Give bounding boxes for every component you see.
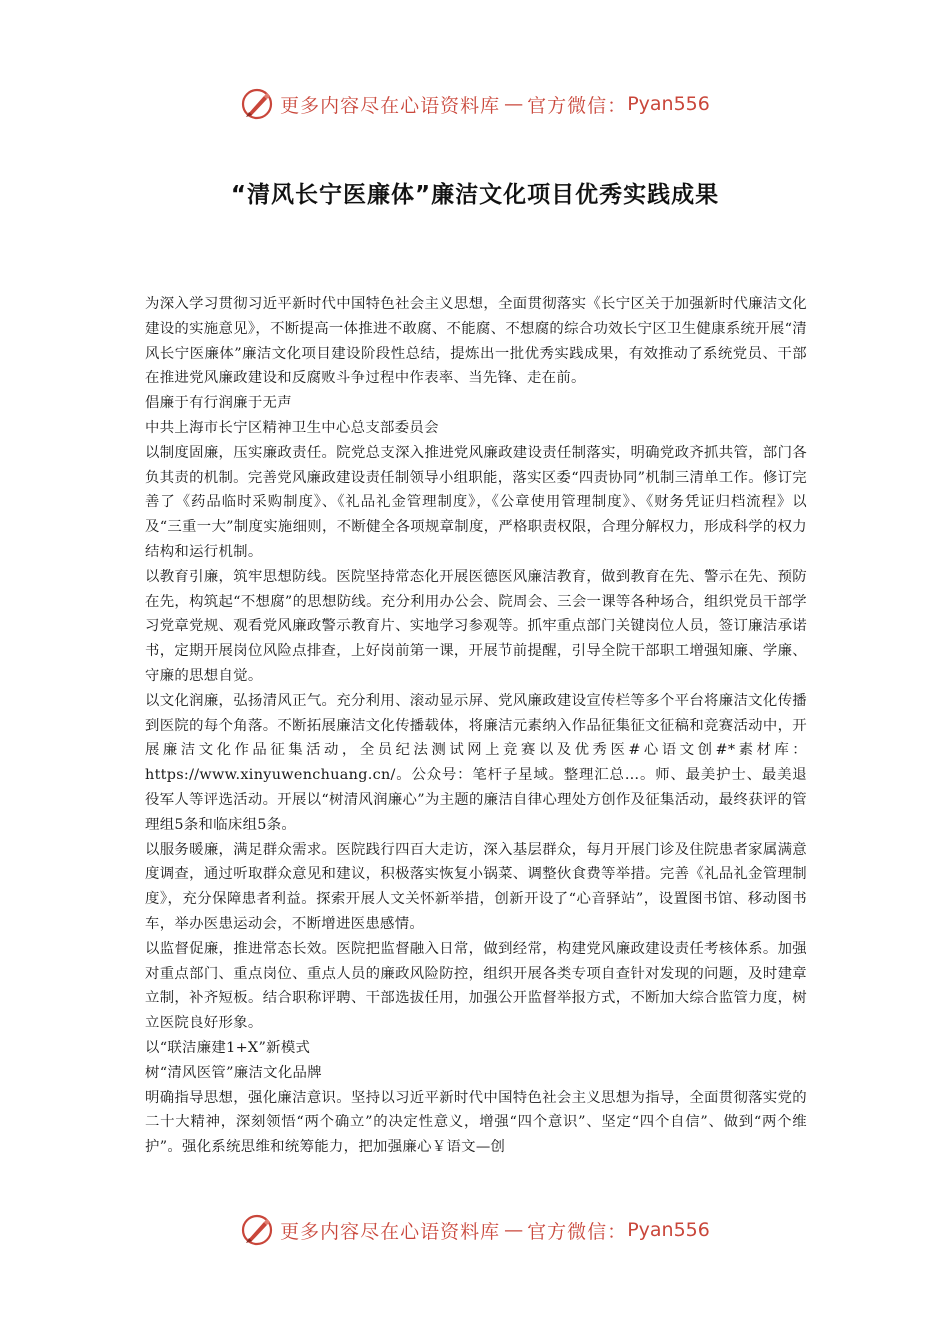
watermark-wechat-label: 官方微信： <box>527 1220 628 1243</box>
watermark-wechat-id: Pyan556 <box>627 93 710 115</box>
pen-logo-icon <box>240 87 274 121</box>
watermark-wechat-id: Pyan556 <box>627 1219 710 1241</box>
paragraph: 以教育引廉，筑牢思想防线。医院坚持常态化开展医德医风廉洁教育，做到教育在先、警示在先、预防在先，构筑起“不想腐”的思想防线。充分利用办公会、院周会、三会一课等各种场合，组织党员干部学习党章党规、观看党风廉政警示教育片、实地学习参观等。抓牢重点部门关键岗位人员，签订廉洁承诺书，定期开展岗位风险点排查，上好岗前第一课，开展节前提醒，引导全院干部职工增强知廉、学廉、守廉的思想自觉。 <box>145 568 807 684</box>
pen-logo-icon <box>240 1213 274 1247</box>
paragraph: 以文化润廉，弘扬清风正气。充分利用、滚动显示屏、党风廉政建设宣传栏等多个平台将廉洁文化传播到医院的每个角落。不断拓展廉洁文化传播载体，将廉洁元素纳入作品征集征文征稿和竞赛活动中，开展廉洁文化作品征集活动，全员纪法测试网上竞赛以及优秀医#心语文创#*素材库：https://www.xinyuwenchuang.cn/。公众号：笔杆子星域。整理汇总…。师、最美护士、最美退役军人等评选活动。开展以“树清风润廉心”为主题的廉洁自律心理处方创作及征集活动，最终获评的管理组5条和临床组5条。 <box>145 692 807 833</box>
section-heading: 树“清风医管”廉洁文化品牌 <box>145 1064 322 1081</box>
paragraph: 明确指导思想，强化廉洁意识。坚持以习近平新时代中国特色社会主义思想为指导，全面贯彻落实党的二十大精神，深刻领悟“两个确立”的决定性意义，增强“四个意识”、坚定“四个自信”、做到“两个维护”。强化系统思维和统筹能力，把加强廉心￥语文—创 <box>145 1089 807 1156</box>
section-heading: 以“联洁廉建1+X”新模式 <box>145 1039 311 1056</box>
watermark-site-text: 更多内容尽在心语资料库 <box>280 1220 501 1243</box>
watermark-site-text: 更多内容尽在心语资料库 <box>280 94 501 117</box>
watermark-separator: — <box>504 93 524 115</box>
watermark-banner-top <box>0 84 950 124</box>
document-title: “清风长宁医廉体”廉洁文化项目优秀实践成果 <box>230 182 720 208</box>
paragraph: 以制度固廉，压实廉政责任。院党总支深入推进党风廉政建设责任制落实，明确党政齐抓共管，部门各负其责的机制。完善党风廉政建设责任制领导小组职能，落实区委“四责协同”机制三清单工作。修订完善了《药品临时采购制度》、《礼品礼金管理制度》，《公章使用管理制度》、《财务凭证归档流程》以及“三重一大”制度实施细则，不断健全各项规章制度，严格职责权限，合理分解权力，形成科学的权力结构和运行机制。 <box>145 444 807 560</box>
watermark-banner-bottom <box>0 1210 950 1250</box>
watermark-wechat-label: 官方微信： <box>527 94 628 117</box>
watermark-separator: — <box>504 1219 524 1241</box>
paragraph-intro: 为深入学习贯彻习近平新时代中国特色社会主义思想，全面贯彻落实《长宁区关于加强新时代廉洁文化建设的实施意见》，不断提高一体推进不敢腐、不能腐、不想腐的综合功效长宁区卫生健康系统开展“清风长宁医廉体”廉洁文化项目建设阶段性总结，提炼出一批优秀实践成果，有效推动了系统党员、干部在推进党风廉政建设和反腐败斗争过程中作表率、当先锋、走在前。 <box>145 296 807 387</box>
paragraph: 以服务暖廉，满足群众需求。医院践行四百大走访，深入基层群众，每月开展门诊及住院患者家属满意度调查，通过听取群众意见和建议，积极落实恢复小锅菜、调整伙食费等举措。完善《礼品礼金管理制度》，充分保障患者利益。探索开展人文关怀新举措，创新开设了“心音驿站”，设置图书馆、移动图书车，举办医患运动会，不断增进医患感情。 <box>145 841 807 932</box>
section-organization: 中共上海市长宁区精神卫生中心总支部委员会 <box>145 419 439 436</box>
section-heading: 倡廉于有行润廉于无声 <box>145 395 292 412</box>
document-body <box>145 292 807 1160</box>
paragraph: 以监督促廉，推进常态长效。医院把监督融入日常，做到经常，构建党风廉政建设责任考核体系。加强对重点部门、重点岗位、重点人员的廉政风险防控，组织开展各类专项自查针对发现的问题，及时建章立制，补齐短板。结合职称评聘、干部选拔任用，加强公开监督举报方式，不断加大综合监管力度，树立医院良好形象。 <box>145 940 807 1032</box>
